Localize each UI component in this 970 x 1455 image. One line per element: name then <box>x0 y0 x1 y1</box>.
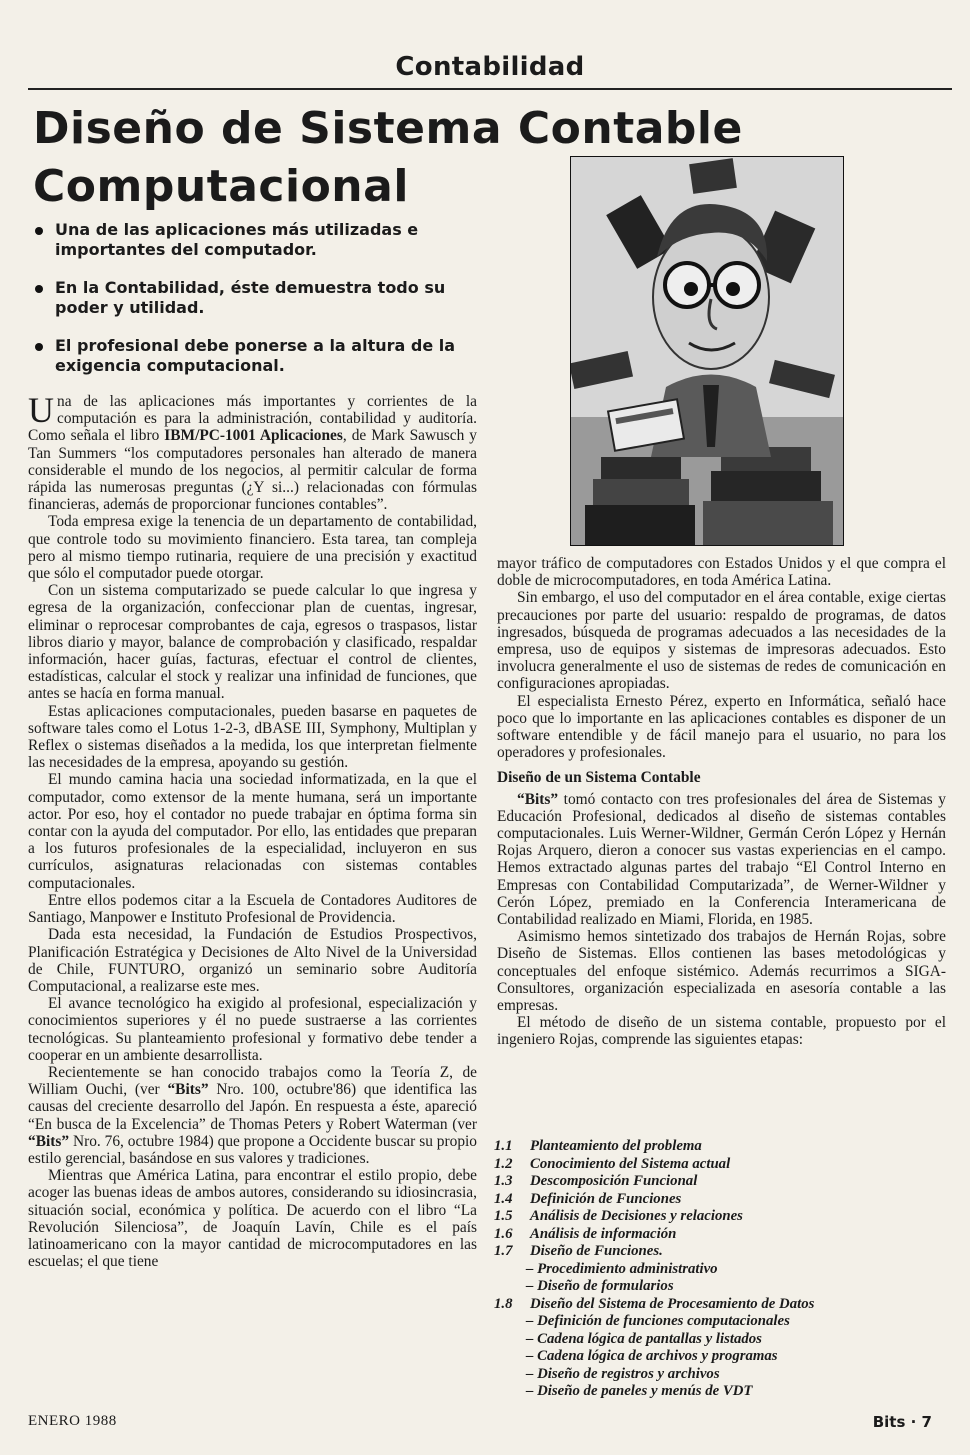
title-line-1: Diseño de Sistema Contable <box>33 103 743 154</box>
method-steps-list <box>494 1138 954 1401</box>
paragraph <box>497 791 946 929</box>
step-number: 1.3 <box>494 1173 513 1189</box>
step-item <box>494 1138 954 1156</box>
magazine-name: “Bits” <box>517 790 559 808</box>
right-column <box>497 555 946 1049</box>
illustration-svg <box>571 157 843 545</box>
step-subitem <box>494 1313 954 1331</box>
step-number: 1.4 <box>494 1190 513 1207</box>
paragraph: El avance tecnológico ha exigido al profesional, especialización y conocimientos superiores y él no puede sustraerse a las corrientes tecnológicas. Su planteamiento profesional y formativo debe tender a cooperar en un ambiente desarrollista. <box>28 995 477 1064</box>
step-text: Planteamiento del problema <box>530 1138 702 1154</box>
step-text: – Definición de funciones computacionales <box>526 1313 790 1329</box>
step-number: 1.8 <box>494 1295 513 1312</box>
section-label: Contabilidad <box>395 52 585 82</box>
step-item <box>494 1191 954 1209</box>
step-item <box>494 1296 954 1314</box>
paragraph: El método de diseño de un sistema contable, propuesto por el ingeniero Rojas, comprende las siguientes etapas: <box>497 1014 946 1049</box>
step-subitem <box>494 1331 954 1349</box>
page-number: Bits · 7 <box>872 1413 932 1431</box>
summary-bullets <box>33 220 481 394</box>
step-item <box>494 1226 954 1244</box>
paragraph: Toda empresa exige la tenencia de un departamento de contabilidad, que controle todo su movimiento financiero. Esta tarea, tan compleja pero al mismo tiempo rutinaria, requiere de una precisión y exactitud que sólo el computador puede otorgar. <box>28 513 477 583</box>
paragraph: mayor tráfico de computadores con Estados Unidos y el que compra el doble de microcomputadores, en toda América Latina. <box>497 555 946 590</box>
step-item <box>494 1156 954 1174</box>
step-text: Análisis de información <box>530 1225 677 1242</box>
text-run: Recientemente se han conocido trabajos como la Teoría Z, de William Ouchi, (ver <box>28 1063 477 1099</box>
step-item <box>494 1173 954 1191</box>
text-run: tomó contacto con tres profesionales del área de Sistemas y Educación Profesional, dedicados al diseño de sistemas contables computacionales. Luis Werner-Wildner, Germán Cerón López y Hernán Rojas Arquero, dieron a conocer sus vastas experiencias en el campo. Hemos extractado algunas partes del trabajo “El Control Interno en Empresas con Contabilidad Computarizada”, de Werner-Wildner y Cerón López, premiado en la Conferencia Interamericana de Contabilidad realizado en Miami, Florida, en 1985. <box>497 790 946 929</box>
text-run: , de Mark Sawusch y Tan Summers “los computadores personales han alterado de manera considerable el mundo de los negocios, al permitir calcular de forma rápida las numerosas preguntas (¿Y si...) relacionadas con fórmulas financieras, además de proporcionar funciones contables”. <box>28 427 477 514</box>
paragraph: El mundo camina hacia una sociedad informatizada, en la que el computador, como extensor de la mente humana, será un importante actor. Por eso, hoy el contador no puede trabajar en óptima forma sin contar con la ayuda del computador. Por ello, las entidades que preparan a los futuros profesionales de la especialidad, incluyeron en sus currículos, asignaturas relacionadas con sistemas contables computacionales. <box>28 771 477 892</box>
step-subitem <box>494 1366 954 1384</box>
step-number: 1.6 <box>494 1225 513 1242</box>
text-run: Nro. 76, octubre 1984) que propone a Occidente buscar su propio estilo gerencial, basándose en sus valores y tradiciones. <box>28 1132 477 1167</box>
step-subitem <box>494 1278 954 1296</box>
step-subitem <box>494 1261 954 1279</box>
step-subitem <box>494 1348 954 1366</box>
book-title: IBM/PC-1001 Aplicaciones <box>164 427 343 445</box>
step-number: 1.2 <box>494 1155 513 1172</box>
step-text: Diseño de Funciones. <box>530 1243 663 1259</box>
title-line-2: Computacional <box>33 161 409 212</box>
text-run: Nro. 100, octubre'86) que identifica las causas del creciente desarrollo del Japón. En respuesta a éste, apareció “En busca de la Excelencia” de Thomas Peters y Robert Waterman (ver <box>28 1081 477 1133</box>
paragraph: Mientras que América Latina, para encontrar el estilo propio, debe acoger las buenas ideas de ambos autores, considerando su idiosincrasia, situación social, económica y política. De acuerdo con el libro “La Revolución Silenciosa”, de Joaquín Lavín, Chile es el país latinoamericano con la mayor cantidad de microcomputadores en las escuelas; el que tiene <box>28 1167 477 1271</box>
drop-cap: U <box>28 390 54 430</box>
step-number: 1.7 <box>494 1243 513 1259</box>
paragraph <box>28 1064 477 1167</box>
step-text: Descomposición Funcional <box>530 1173 698 1189</box>
paragraph: El especialista Ernesto Pérez, experto en Informática, señaló hace poco que lo importante en las aplicaciones contables es disponer de un software entendible y de fácil manejo para el usuario, no para los operadores y profesionales. <box>497 692 946 762</box>
step-text: – Diseño de formularios <box>526 1278 674 1294</box>
bullet-item: El profesional debe ponerse a la altura de la exigencia computacional. <box>33 336 481 376</box>
text-run: na de las aplicaciones más importantes y corrientes de la computación es para la administración, contabilidad y auditoría. Como señala el libro <box>28 393 477 445</box>
magazine-name: “Bits” <box>167 1081 209 1099</box>
step-text: – Diseño de registros y archivos <box>526 1365 720 1382</box>
step-item <box>494 1243 954 1261</box>
step-text: – Procedimiento administrativo <box>526 1260 718 1277</box>
paragraph: Asimismo hemos sintetizado dos trabajos de Hernán Rojas, sobre Diseño de Sistemas. Ellos contienen las bases metodológicas y conceptuales del enfoque sistémico. Además recurrimos a SIGA-Consultores, organización especializada en asesoría contable a las empresas. <box>497 928 946 1015</box>
step-number: 1.5 <box>494 1208 513 1224</box>
step-subitem <box>494 1383 954 1401</box>
paragraph: Estas aplicaciones computacionales, pueden basarse en paquetes de software tales como el Lotus 1-2-3, dBASE III, Symphony, Multiplan y Reflex o sistemas diseñados a la medida, los que interpretan fielmente las necesidades de la empresa, apoyando su gestión. <box>28 702 477 772</box>
bullet-item: En la Contabilidad, éste demuestra todo su poder y utilidad. <box>33 278 481 318</box>
step-text: – Cadena lógica de archivos y programas <box>526 1348 778 1364</box>
paragraph: Entre ellos podemos citar a la Escuela de Contadores Auditores de Santiago, Manpower e Instituto Profesional de Providencia. <box>28 891 477 927</box>
step-text: Diseño del Sistema de Procesamiento de Datos <box>530 1295 815 1312</box>
caricature-illustration <box>570 156 844 546</box>
left-column <box>28 390 477 1271</box>
section-header <box>28 48 952 90</box>
step-text: Definición de Funciones <box>530 1190 682 1207</box>
magazine-name: “Bits” <box>28 1132 70 1150</box>
step-number: 1.1 <box>494 1138 513 1154</box>
paragraph <box>28 390 477 514</box>
step-text: Conocimiento del Sistema actual <box>530 1155 731 1172</box>
issue-date: ENERO 1988 <box>28 1413 117 1429</box>
bullet-item: Una de las aplicaciones más utilizadas e importantes del computador. <box>33 220 481 260</box>
paragraph: Sin embargo, el uso del computador en el área contable, exige ciertas precauciones por parte del usuario: respaldo de programas, de datos ingresados, búsqueda de programas adecuados a las necesidades de la empresa, uso de equipos y sistemas de impresoras adecuados. Esto involucra generalmente el uso de sistemas de redes de comunicación en configuraciones apropiadas. <box>497 589 946 693</box>
paragraph: Con un sistema computarizado se puede calcular lo que ingresa y egresa de la organización, confeccionar plan de cuentas, ingresar, eliminar o reprocesar comprobantes de caja, egresos o traspasos, listar libros diario y mayor, balance de comprobación y clasificado, respaldar información, hacer guías, facturas, efectuar el control de clientes, estadísticas, calcular el stock y realizar una infinidad de funciones, que antes se hacía en forma manual. <box>28 582 477 703</box>
paragraph: Dada esta necesidad, la Fundación de Estudios Prospectivos, Planificación Estratégica y Decisiones de Alto Nivel de la Universidad de Chile, FUNTURO, organizó un seminario sobre Auditoría Computacional, a realizarse este mes. <box>28 926 477 995</box>
step-text: – Cadena lógica de pantallas y listados <box>526 1330 762 1347</box>
step-item <box>494 1208 954 1226</box>
step-text: – Diseño de paneles y menús de VDT <box>526 1383 753 1399</box>
subheading: Diseño de un Sistema Contable <box>497 769 701 787</box>
step-text: Análisis de Decisiones y relaciones <box>530 1208 743 1224</box>
